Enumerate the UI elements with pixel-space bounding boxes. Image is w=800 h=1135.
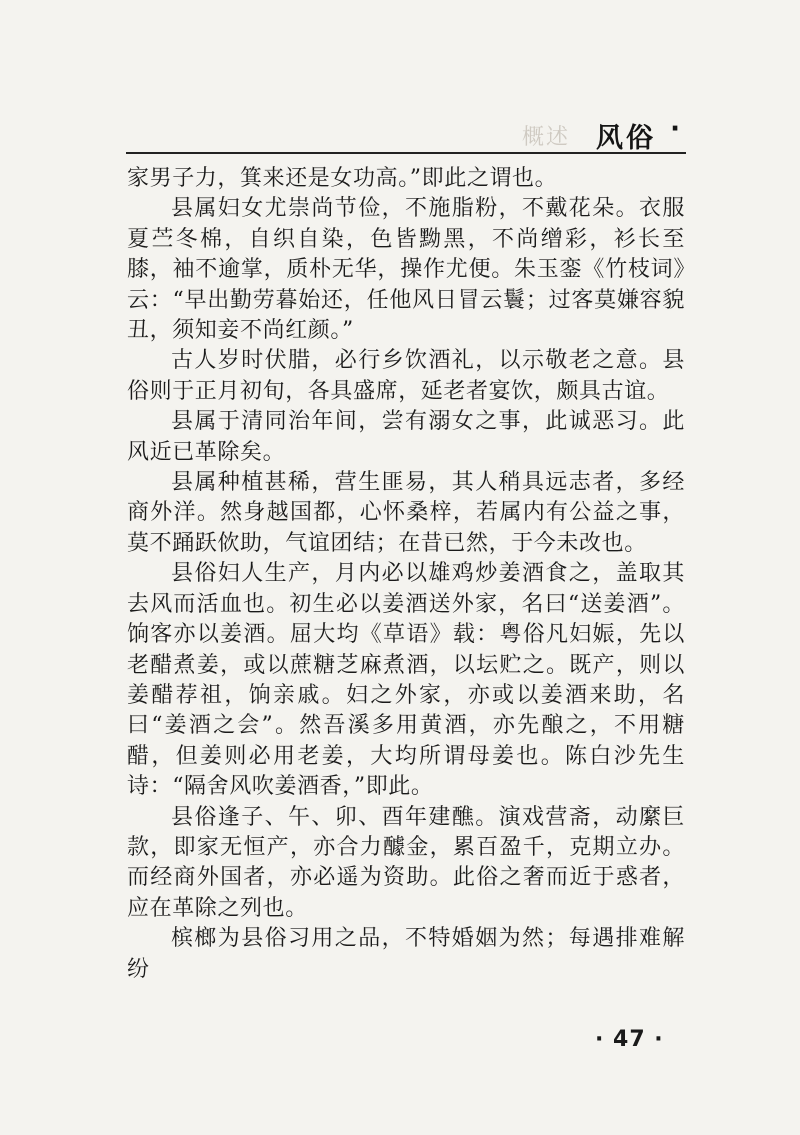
paragraph-women-frugality: 县属妇女尤崇尚节俭，不施脂粉，不戴花朵。衣服夏苎冬棉，自织自染，色皆黝黑，不尚缯彩，衫长至膝，袖不逾掌，质朴无华，操作尤便。朱玉銮《竹枝词》云：“早出勤劳暮始还，任他风日冒云鬟；过客莫嫌容貌丑，须知妾不尚红颜。” — [127, 196, 685, 344]
paragraph-betel-nut: 槟榔为县俗习用之品，不特婚姻为然；每遇排难解纷 — [127, 926, 685, 982]
body-text — [127, 164, 685, 985]
paragraph-ginger-wine: 县俗妇人生产，月内必以雄鸡炒姜酒食之，盖取其去风而活血也。初生必以姜酒送外家，名曰“送姜酒”。饷客亦以姜酒。屈大均《草语》载：粤俗凡妇娠，先以老醋煮姜，或以蔗糖芝麻煮酒，以坛贮之。既产，则以姜醋荐祖，饷亲戚。妇之外家，亦或以姜酒来助，名曰“姜酒之会”。然吾溪多用黄酒，亦先酿之，不用糖醋，但姜则必用老姜，大均所谓母姜也。陈白沙先生诗：“隔舍风吹姜酒香，”即此。 — [127, 561, 685, 800]
page-header — [126, 112, 686, 154]
paragraph-infanticide: 县属于清同治年间，尝有溺女之事，此诚恶习。此风近已革除矣。 — [127, 409, 685, 465]
paragraph-elders-feast: 古人岁时伏腊，必行乡饮酒礼，以示敬老之意。县俗则于正月初旬，各具盛席，延老者宴饮，颇具古谊。 — [127, 348, 685, 404]
section-title: 风俗 — [596, 123, 656, 154]
paragraph-overseas-merchants: 县属种植甚稀，营生匪易，其人稍具远志者，多经商外洋。然身越国都，心怀桑梓，若属内有公益之事，莫不踊跃佽助，气谊团结；在昔已然，于今未改也。 — [127, 470, 685, 556]
page-number: · 47 · — [595, 1027, 664, 1052]
header-dot: · — [670, 114, 680, 144]
paragraph-jiao-ritual: 县俗逢子、午、卯、酉年建醮。演戏营斋，动縻巨款，即家无恒产，亦合力醵金，累百盈千，克期立办。而经商外国者，亦必遥为资助。此俗之奢而近于惑者，应在革除之列也。 — [127, 804, 685, 921]
header-rule — [126, 152, 686, 154]
paragraph-continuation: 家男子力，箕来还是女功高。”即此之谓也。 — [127, 166, 558, 191]
bleed-through-header-text: 概述 — [521, 125, 570, 150]
